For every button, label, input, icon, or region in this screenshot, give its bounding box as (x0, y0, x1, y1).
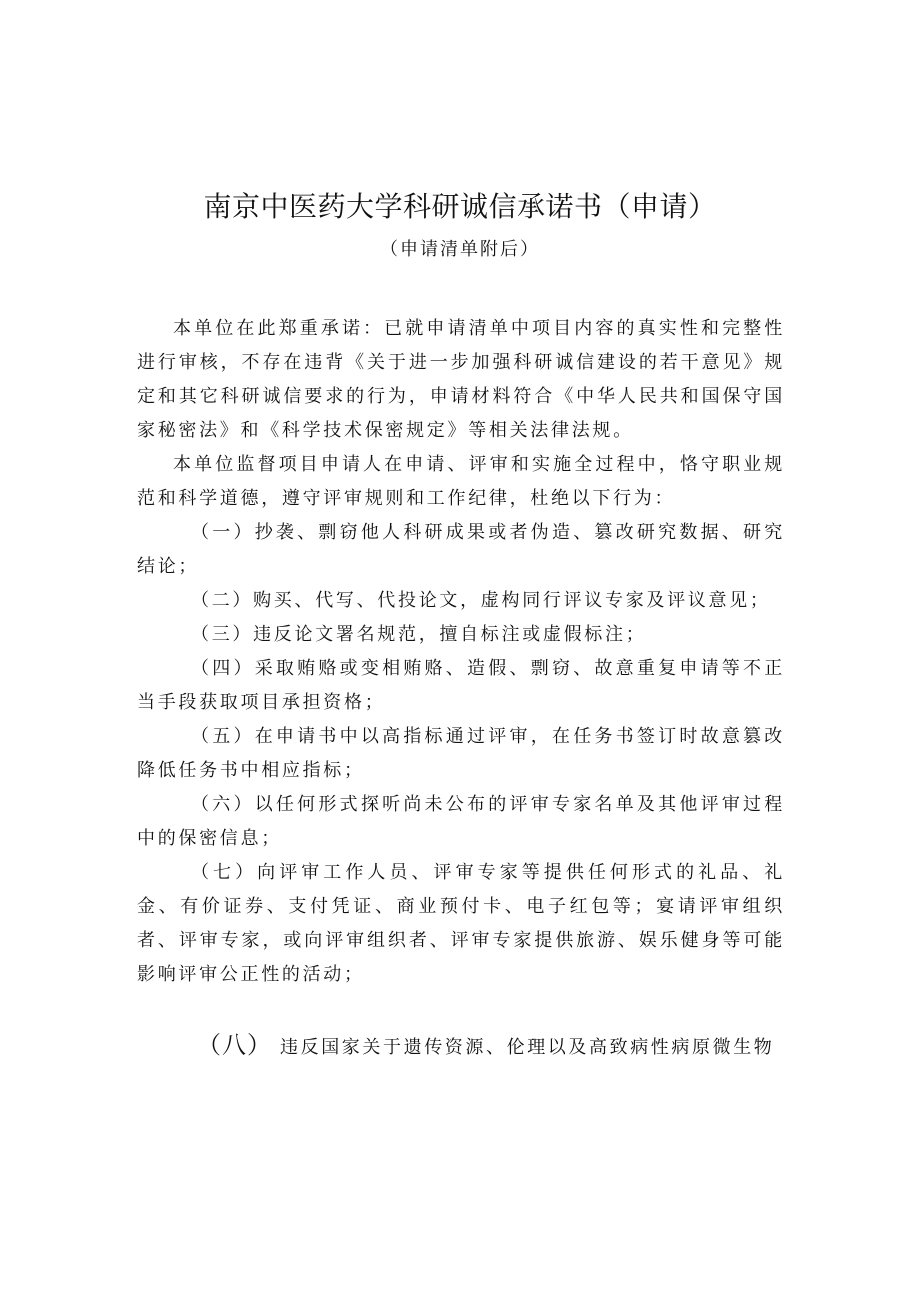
list-item: （六）以任何形式探听尚未公布的评审专家名单及其他评审过程中的保密信息； (137, 794, 785, 849)
list-item: （五）在申请书中以高指标通过评审，在任务书签订时故意篡改降低任务书中相应指标； (137, 726, 785, 781)
list-item: （二）购买、代写、代投论文，虚构同行评议专家及评议意见； (191, 590, 771, 611)
list-item-text: 违反国家关于遗传资源、伦理以及高致病性病原微生物 (280, 1037, 775, 1058)
list-item: （四）采取贿赂或变相贿赂、造假、剽窃、故意重复申请等不正当手段获取项目承担资格； (137, 658, 785, 713)
commitment-paragraph: 本单位在此郑重承诺：已就申请清单中项目内容的真实性和完整性进行审核，不存在违背《关于进一步加强科研诚信建设的若干意见》规定和其它科研诚信要求的行为，申请材料符合《中华人民共和国保守国家秘密法》和《科学技术保密规定》等相关法律法规。 (137, 318, 785, 441)
document-subtitle: （申请清单附后） (380, 239, 540, 260)
document-title: 南京中医药大学科研诚信承诺书（申请） (203, 190, 717, 223)
list-item-number: （八） (197, 1031, 272, 1059)
supervision-paragraph: 本单位监督项目申请人在申请、评审和实施全过程中，恪守职业规范和科学道德，遵守评审规则和工作纪律，杜绝以下行为： (137, 454, 785, 509)
list-item: （三）违反论文署名规范，擅自标注或虚假标注； (191, 624, 647, 645)
list-item: （七）向评审工作人员、评审专家等提供任何形式的礼品、礼金、有价证券、支付凭证、商业预付卡、电子红包等；宴请评审组织者、评审专家，或向评审组织者、评审专家提供旅游、娱乐健身等可能影响评审公正性的活动； (137, 862, 785, 985)
list-item: （一）抄袭、剽窃他人科研成果或者伪造、篡改研究数据、研究结论； (137, 522, 785, 577)
document-body (137, 312, 785, 992)
list-item-eight (197, 1028, 785, 1065)
